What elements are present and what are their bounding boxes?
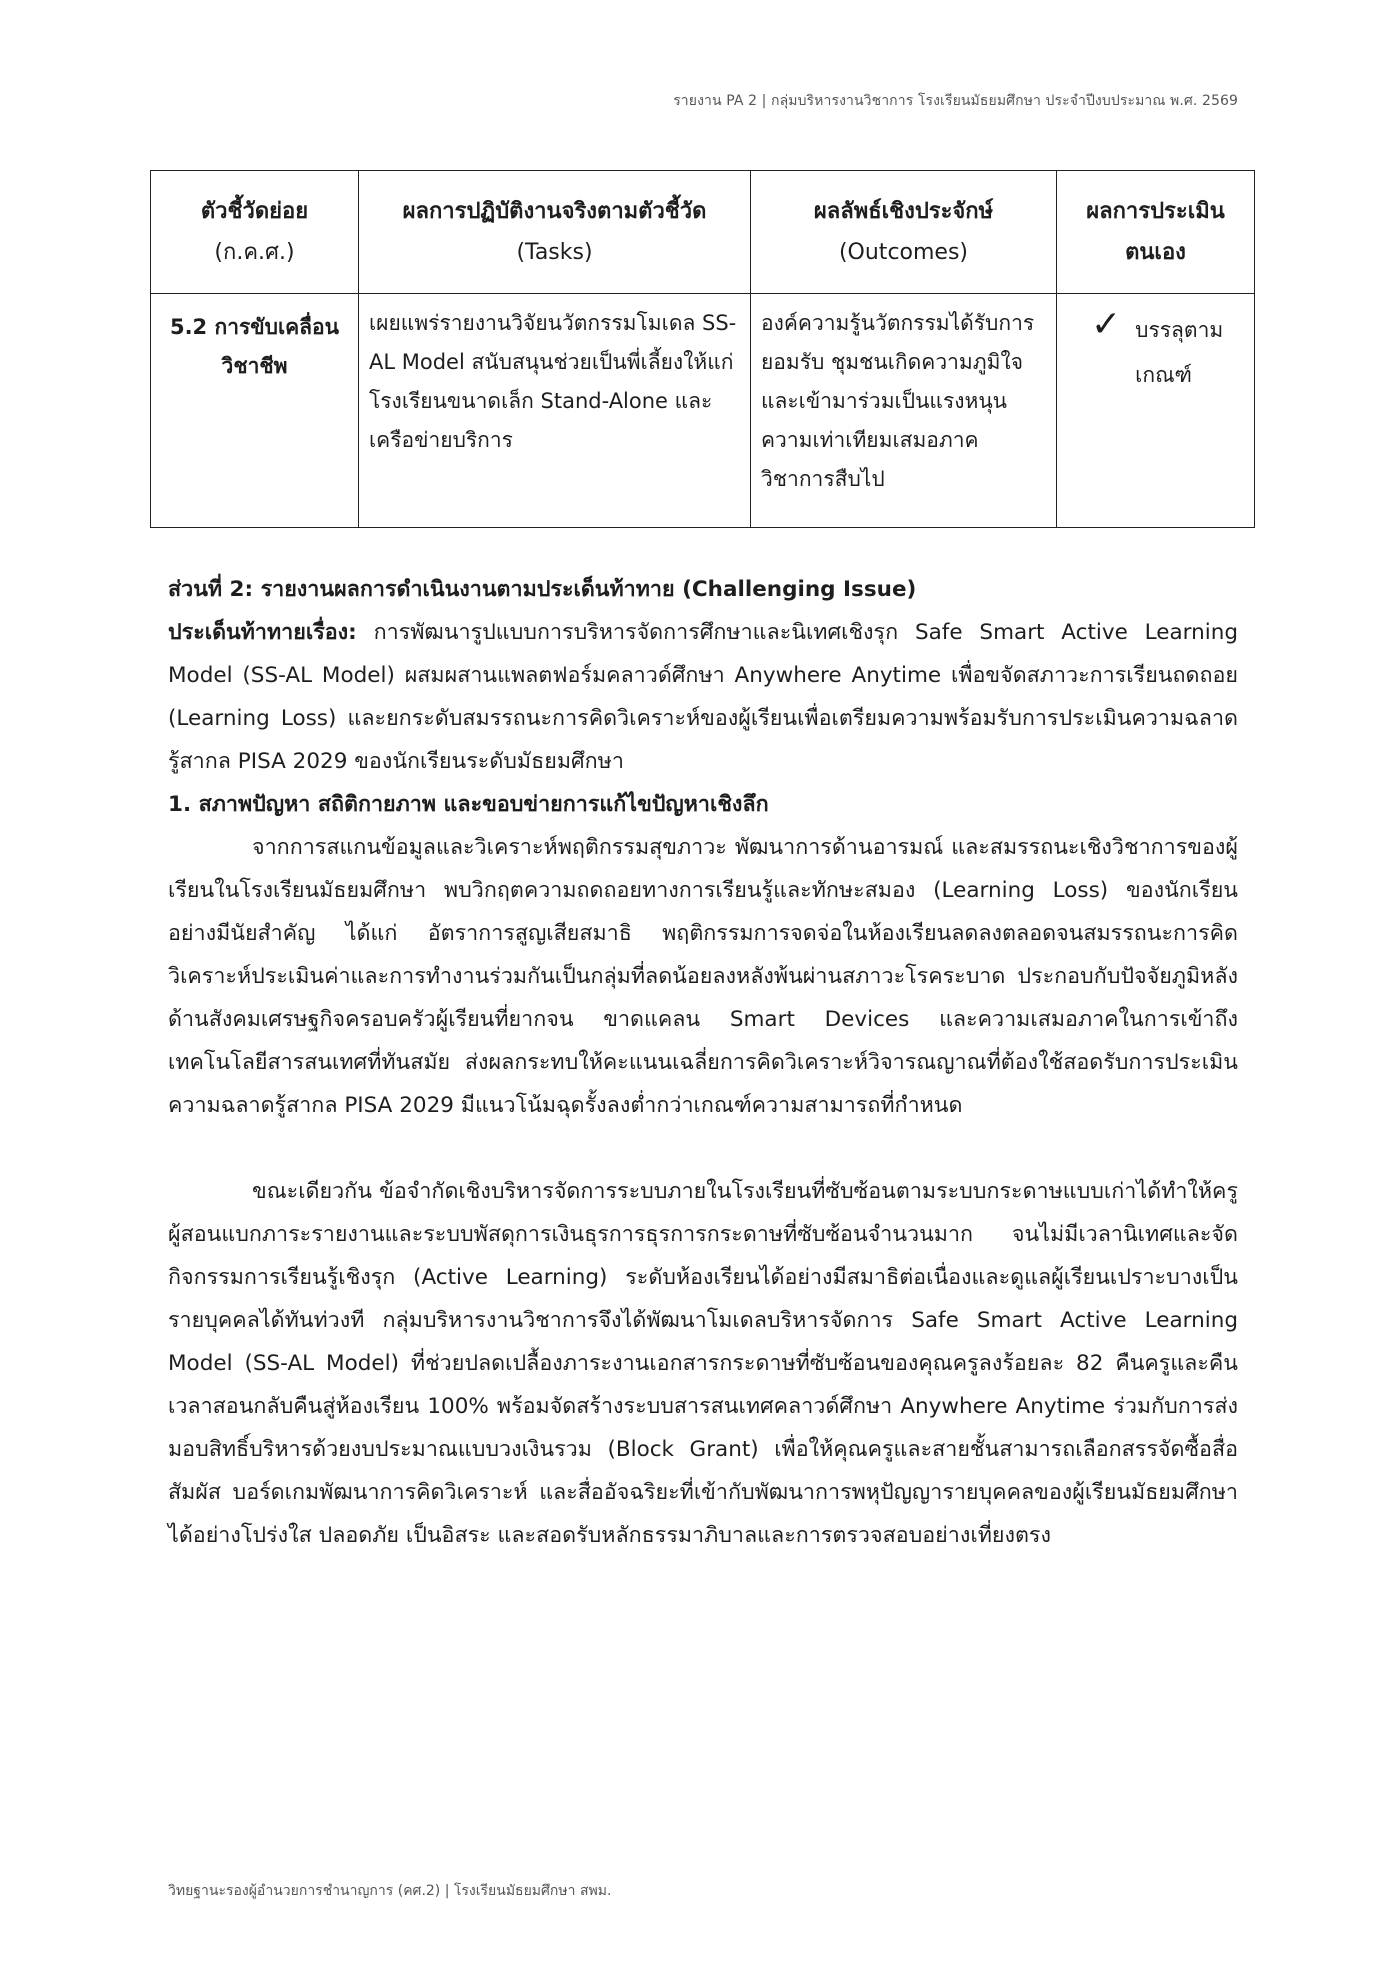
column-header-self-evaluation: ผลการประเมิน ตนเอง	[1057, 171, 1255, 294]
running-footer: วิทยฐานะรองผู้อำนวยการชำนาญการ (คศ.2) | โรงเรียนมัธยมศึกษา สพม.	[168, 1883, 612, 1899]
paragraph: จากการสแกนข้อมูลและวิเคราะห์พฤติกรรมสุขภาวะ พัฒนาการด้านอารมณ์ และสมรรถนะเชิงวิชาการของผู้เรียนในโรงเรียนมัธยมศึกษา พบวิกฤตความถดถอยทางการเรียนรู้และทักษะสมอง (Learning Loss) ของนักเรียนอย่างมีนัยสำคัญ ได้แก่ อัตราการสูญเสียสมาธิ พฤติกรรมการจดจ่อในห้องเรียนลดลงตลอดจนสมรรถนะการคิดวิเคราะห์ประเมินค่าและการทำงานร่วมกันเป็นกลุ่มที่ลดน้อยลงหลังพ้นผ่านสภาวะโรคระบาด ประกอบกับปัจจัยภูมิหลังด้านสังคมเศรษฐกิจครอบครัวผู้เรียนที่ยากจน ขาดแคลน Smart Devices และความเสมอภาคในการเข้าถึงเทคโนโลยีสารสนเทศที่ทันสมัย ส่งผลกระทบให้คะแนนเฉลี่ยการคิดวิเคราะห์วิจารณญาณที่ต้องใช้สอดรับการประเมินความฉลาดรู้สากล PISA 2029 มีแนวโน้มฉุดรั้งลงต่ำกว่าเกณฑ์ความสามารถที่กำหนด	[168, 835, 1238, 1118]
indicator-table	[150, 170, 1255, 528]
paragraph: ขณะเดียวกัน ข้อจำกัดเชิงบริหารจัดการระบบภายในโรงเรียนที่ซับซ้อนตามระบบกระดาษแบบเก่าได้ทำให้ครูผู้สอนแบกภาระรายงานและระบบพัสดุการเงินธุรการธุรการกระดาษที่ซับซ้อนจำนวนมาก จนไม่มีเวลานิเทศและจัดกิจกรรมการเรียนรู้เชิงรุก (Active Learning) ระดับห้องเรียนได้อย่างมีสมาธิต่อเนื่องและดูแลผู้เรียนเปราะบางเป็นรายบุคคลได้ทันท่วงที กลุ่มบริหารงานวิชาการจึงได้พัฒนาโมเดลบริหารจัดการ Safe Smart Active Learning Model (SS-AL Model) ที่ช่วยปลดเปลื้องภาระงานเอกสารกระดาษที่ซับซ้อนของคุณครูลงร้อยละ 82 คืนครูและคืนเวลาสอนกลับคืนสู่ห้องเรียน 100% พร้อมจัดสร้างระบบสารสนเทศคลาวด์ศึกษา Anywhere Anytime ร่วมกับการส่งมอบสิทธิ์บริหารด้วยงบประมาณแบบวงเงินรวม (Block Grant) เพื่อให้คุณครูและสายชั้นสามารถเลือกสรรจัดซื้อสื่อสัมผัส บอร์ดเกมพัฒนาการคิดวิเคราะห์ และสื่ออัจฉริยะที่เข้ากับพัฒนาการพหุปัญญารายบุคคลของผู้เรียนมัธยมศึกษาได้อย่างโปร่งใส ปลอดภัย เป็นอิสระ และสอดรับหลักธรรมาภิบาลและการตรวจสอบอย่างเที่ยงตรง	[168, 1179, 1238, 1548]
table-header-row	[151, 171, 1255, 294]
indicator-cell: 5.2 การขับเคลื่อนวิชาชีพ	[151, 294, 359, 528]
running-header: รายงาน PA 2 | กลุ่มบริหารงานวิชาการ โรงเรียนมัธยมศึกษา ประจำปีงบประมาณ พ.ศ. 2569	[673, 93, 1238, 109]
report-body	[168, 568, 1238, 1557]
evaluation-cell	[1057, 294, 1255, 528]
evaluation-result: บรรลุตามเกณฑ์	[1135, 318, 1224, 387]
check-icon: ✓	[1091, 304, 1122, 345]
outcomes-cell: องค์ความรู้นวัตกรรมได้รับการยอมรับ ชุมชนเกิดความภูมิใจและเข้ามาร่วมเป็นแรงหนุนความเท่าเทียมเสมอภาควิชาการสืบไป	[751, 294, 1057, 528]
subheading: 1. สภาพปัญหา สถิติกายภาพ และขอบข่ายการแก้ไขปัญหาเชิงลึก	[168, 792, 769, 817]
challenging-issue	[168, 611, 1238, 783]
column-header-outcomes: ผลลัพธ์เชิงประจักษ์ (Outcomes)	[751, 171, 1057, 294]
column-header-indicator: ตัวชี้วัดย่อย (ก.ค.ศ.)	[151, 171, 359, 294]
issue-label: ประเด็นท้าทายเรื่อง:	[168, 620, 357, 645]
column-header-tasks: ผลการปฏิบัติงานจริงตามตัวชี้วัด (Tasks)	[359, 171, 751, 294]
issue-text: การพัฒนารูปแบบการบริหารจัดการศึกษาและนิเทศเชิงรุก Safe Smart Active Learning Model (SS-AL Model) ผสมผสานแพลตฟอร์มคลาวด์ศึกษา Anywhere Anytime เพื่อขจัดสภาวะการเรียนถดถอย (Learning Loss) และยกระดับสมรรถนะการคิดวิเคราะห์ของผู้เรียนเพื่อเตรียมความพร้อมรับการประเมินความฉลาดรู้สากล PISA 2029 ของนักเรียนระดับมัธยมศึกษา	[168, 620, 1238, 774]
section-heading: ส่วนที่ 2: รายงานผลการดำเนินงานตามประเด็นท้าทาย (Challenging Issue)	[168, 577, 917, 602]
table-row	[151, 294, 1255, 528]
tasks-cell: เผยแพร่รายงานวิจัยนวัตกรรมโมเดล SS-AL Model สนับสนุนช่วยเป็นพี่เลี้ยงให้แก่โรงเรียนขนาดเล็ก Stand-Alone และเครือข่ายบริการ	[359, 294, 751, 528]
